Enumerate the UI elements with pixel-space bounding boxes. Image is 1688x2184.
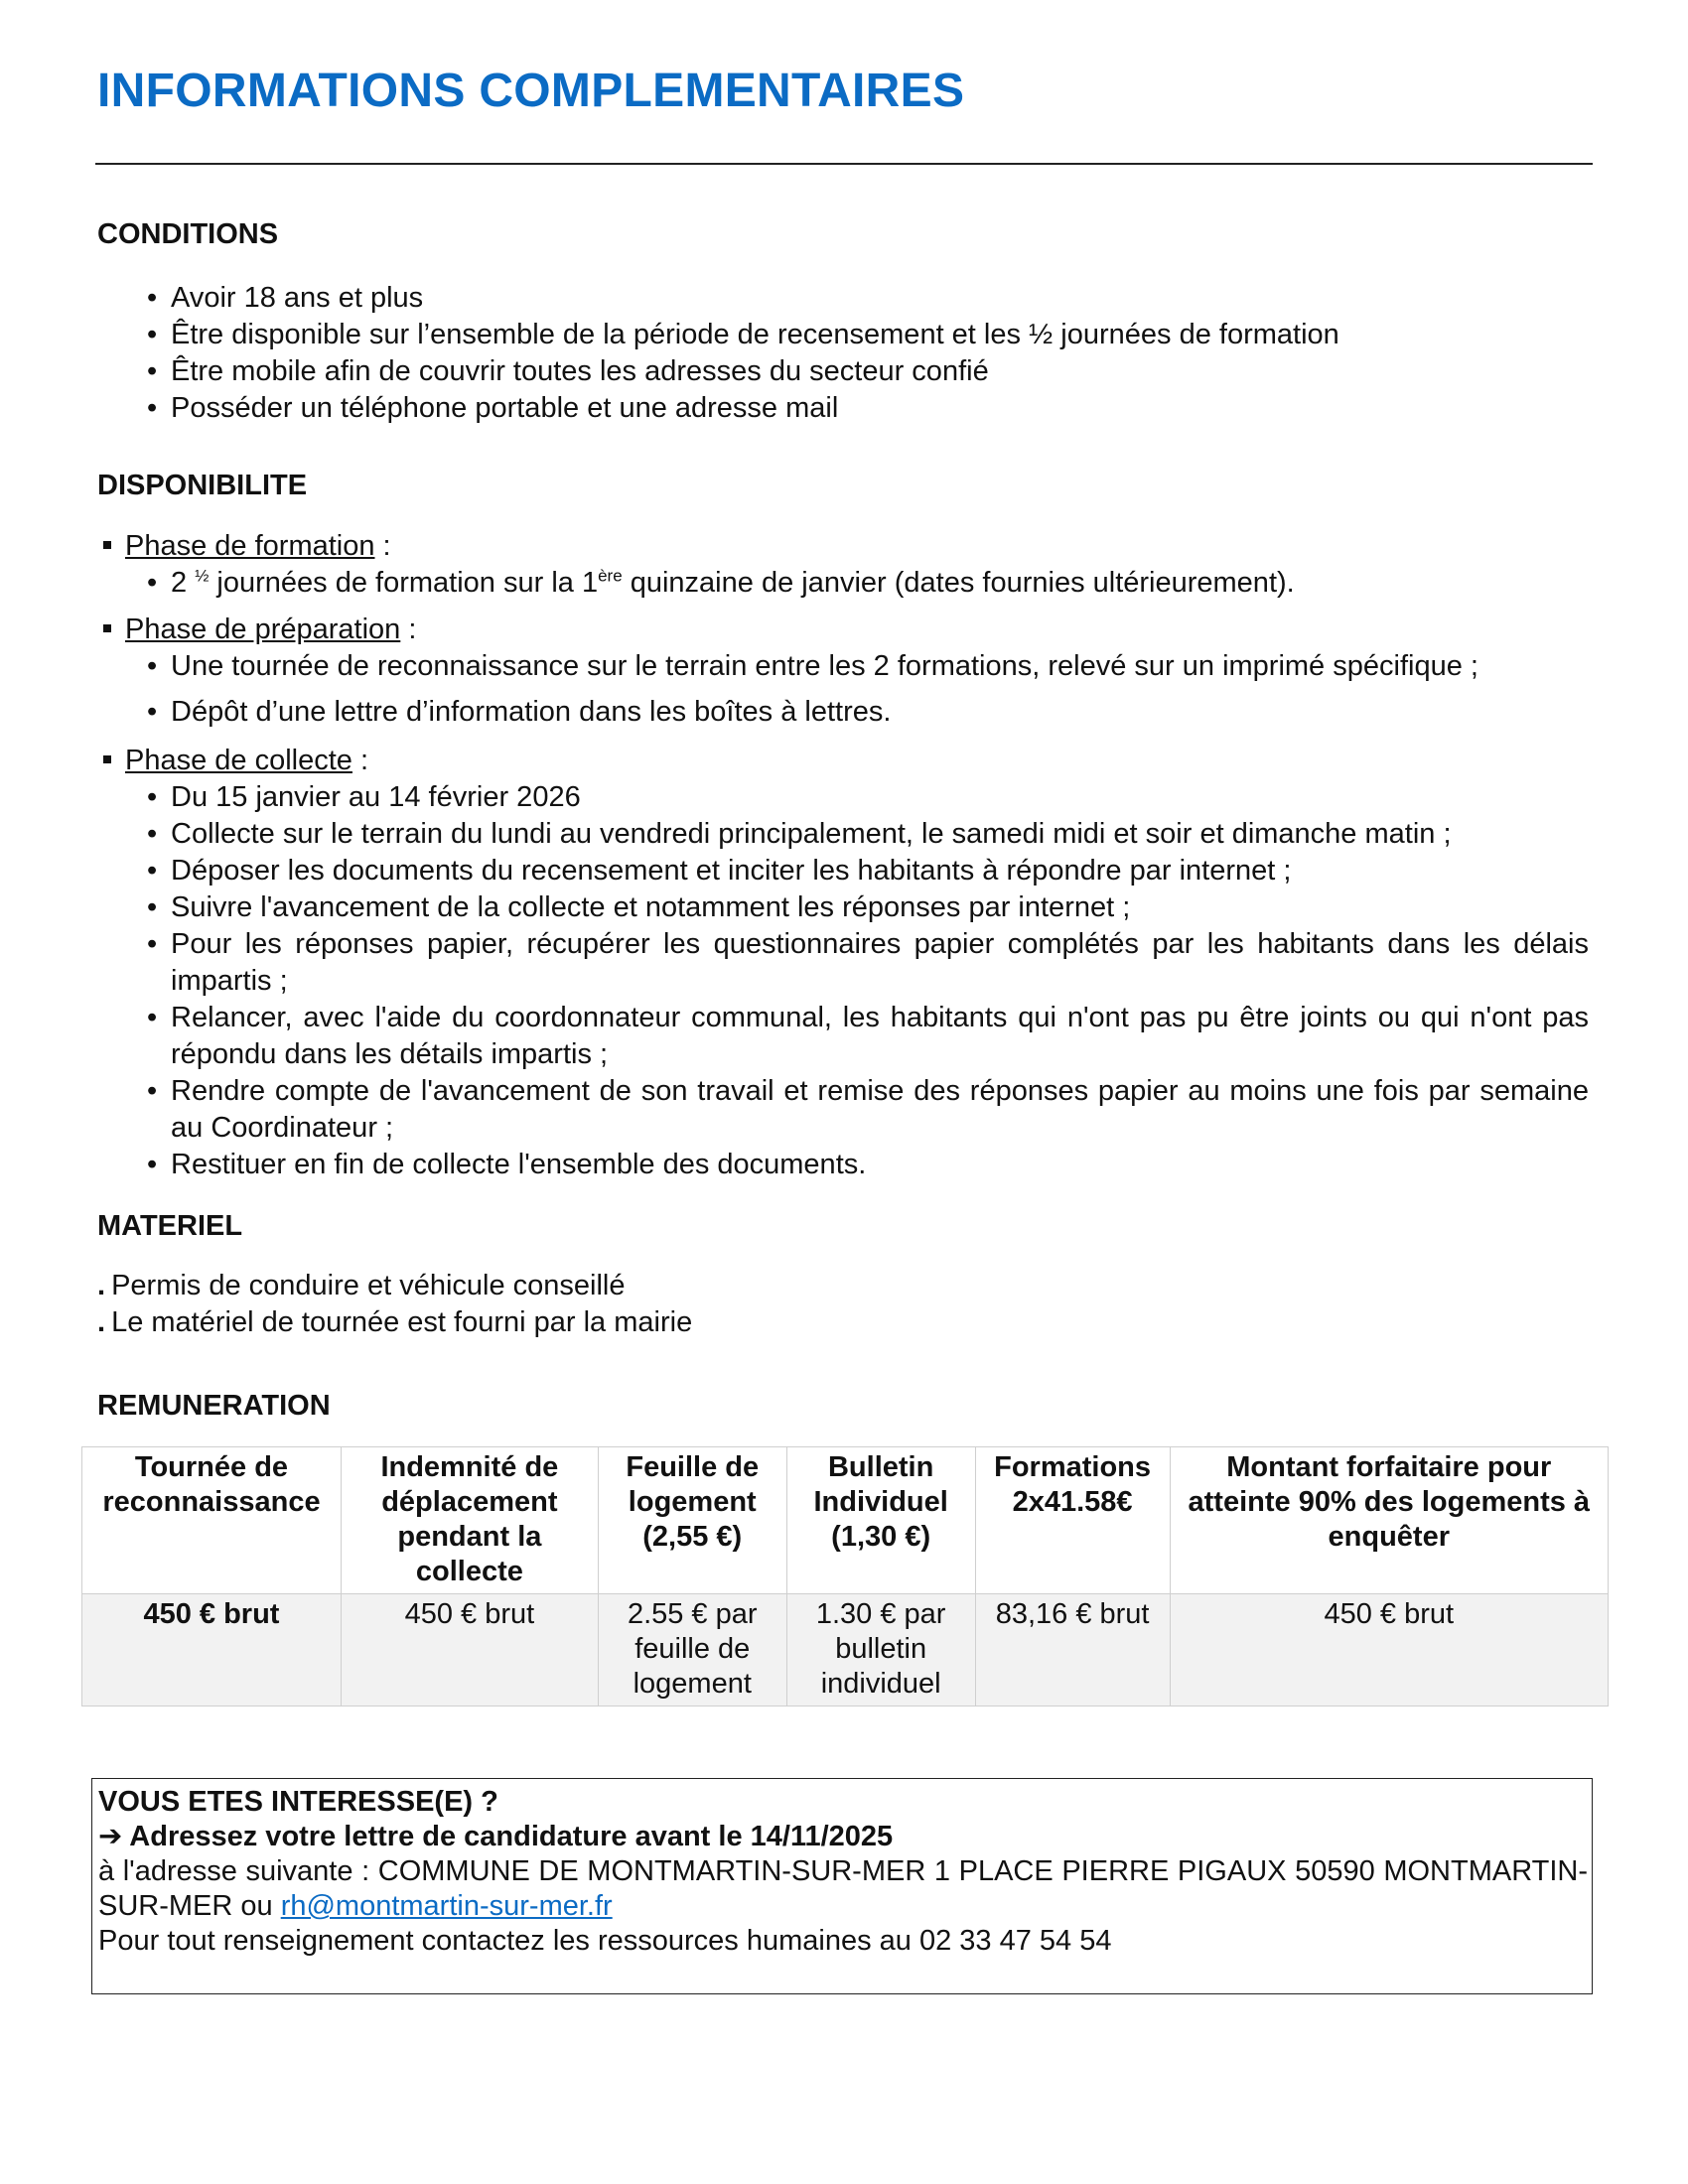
list-item: • Être mobile afin de couvrir toutes les adresses du secteur confié (97, 353, 1507, 390)
list-item: • Relancer, avec l'aide du coordonnateur communal, les habitants qui n'ont pas pu être joints ou qui n'ont pas répondu dans les détails impartis ; (97, 1000, 1589, 1073)
preparation-list (97, 648, 1517, 731)
dot-bullet: . (97, 1306, 106, 1338)
table-row (82, 1594, 1609, 1706)
contact-address (98, 1854, 1588, 1924)
materiel-item-text: Permis de conduire et véhicule conseillé (111, 1270, 626, 1301)
table-cell: 1.30 € par bulletin individuel (786, 1594, 975, 1706)
list-item: • Être disponible sur l’ensemble de la période de recensement et les ½ journées de formation (97, 317, 1507, 353)
materiel-item (97, 1304, 692, 1341)
list-item: • Avoir 18 ans et plus (97, 280, 1507, 317)
phase-formation-suffix: : (374, 530, 391, 562)
formation-text-b: journées de formation sur la 1 (209, 567, 599, 599)
table-header-row (82, 1447, 1609, 1594)
table-header-cell: Formations 2x41.58€ (975, 1447, 1170, 1594)
list-item: • Une tournée de reconnaissance sur le terrain entre les 2 formations, relevé sur un imprimé spécifique ; (97, 648, 1517, 685)
email-link[interactable]: rh@montmartin-sur-mer.fr (280, 1890, 613, 1922)
phase-preparation-label: Phase de préparation (125, 614, 401, 645)
formation-text-a: 2 (171, 567, 196, 599)
formation-half: ½ (195, 566, 210, 586)
table-cell: 450 € brut (341, 1594, 598, 1706)
table-header-cell: Bulletin Individuel (1,30 €) (786, 1447, 975, 1594)
table-header-cell: Feuille de logement (2,55 €) (598, 1447, 786, 1594)
formation-list (97, 565, 1507, 602)
remuneration-heading: REMUNERATION (97, 1390, 331, 1422)
list-item: • Pour les réponses papier, récupérer les questionnaires papier complétés par les habitants dans les délais impartis ; (97, 926, 1589, 1000)
conditions-heading: CONDITIONS (97, 218, 279, 250)
table-header-cell: Montant forfaitaire pour atteinte 90% des logements à enquêter (1170, 1447, 1608, 1594)
materiel-item (97, 1268, 626, 1304)
table-header-cell: Indemnité de déplacement pendant la collecte (341, 1447, 598, 1594)
formation-text-c: quinzaine de janvier (dates fournies ultérieurement). (622, 567, 1295, 599)
phase-formation-label: Phase de formation (125, 530, 375, 562)
dot-bullet: . (97, 1270, 106, 1301)
contact-question: VOUS ETES INTERESSE(E) ? (98, 1786, 498, 1818)
phase-collecte-suffix: : (352, 745, 369, 776)
list-item: • Déposer les documents du recensement et inciter les habitants à répondre par internet ; (97, 853, 1589, 889)
disponibilite-heading: DISPONIBILITE (97, 470, 308, 501)
list-item (97, 565, 1507, 602)
collecte-list (97, 779, 1589, 1183)
list-item: • Rendre compte de l'avancement de son travail et remise des réponses papier au moins une fois par semaine au Coordinateur ; (97, 1073, 1589, 1147)
table-cell: 450 € brut (1170, 1594, 1608, 1706)
square-bullet-icon (103, 755, 111, 763)
list-item: • Du 15 janvier au 14 février 2026 (97, 779, 1589, 816)
materiel-item-text: Le matériel de tournée est fourni par la mairie (111, 1306, 693, 1338)
materiel-heading: MATERIEL (97, 1210, 243, 1242)
title-divider (95, 163, 1593, 165)
table-cell: 2.55 € par feuille de logement (598, 1594, 786, 1706)
phase-preparation-suffix: : (400, 614, 417, 645)
table-header-cell: Tournée de reconnaissance (82, 1447, 342, 1594)
contact-cta (98, 1820, 1588, 1854)
contact-cta-text: Adressez votre lettre de candidature avant le 14/11/2025 (129, 1821, 894, 1852)
list-item: • Restituer en fin de collecte l'ensemble des documents. (97, 1147, 1589, 1183)
list-item: • Collecte sur le terrain du lundi au vendredi principalement, le samedi midi et soir et dimanche matin ; (97, 816, 1589, 853)
list-item: • Posséder un téléphone portable et une adresse mail (97, 390, 1507, 427)
page-title: INFORMATIONS COMPLEMENTAIRES (97, 65, 965, 117)
phase-collecte (97, 743, 368, 779)
remuneration-table (81, 1446, 1609, 1706)
table-cell: 83,16 € brut (975, 1594, 1170, 1706)
phase-collecte-label: Phase de collecte (125, 745, 352, 776)
arrow-right-icon: ➔ (98, 1821, 123, 1852)
phase-preparation (97, 612, 416, 648)
contact-info: Pour tout renseignement contactez les ressources humaines au 02 33 47 54 54 (98, 1925, 1112, 1957)
contact-address-text: à l'adresse suivante : COMMUNE DE MONTMARTIN-SUR-MER 1 PLACE PIERRE PIGAUX 50590 MONTMARTIN-SUR-MER ou (98, 1855, 1588, 1922)
contact-box (91, 1778, 1593, 1994)
phase-formation (97, 528, 391, 565)
list-item: • Suivre l'avancement de la collecte et notamment les réponses par internet ; (97, 889, 1589, 926)
table-cell: 450 € brut (82, 1594, 342, 1706)
list-item: • Dépôt d’une lettre d’information dans les boîtes à lettres. (97, 694, 1517, 731)
formation-sup: ère (598, 566, 623, 586)
square-bullet-icon (103, 541, 111, 549)
conditions-list (97, 280, 1507, 427)
square-bullet-icon (103, 624, 111, 632)
